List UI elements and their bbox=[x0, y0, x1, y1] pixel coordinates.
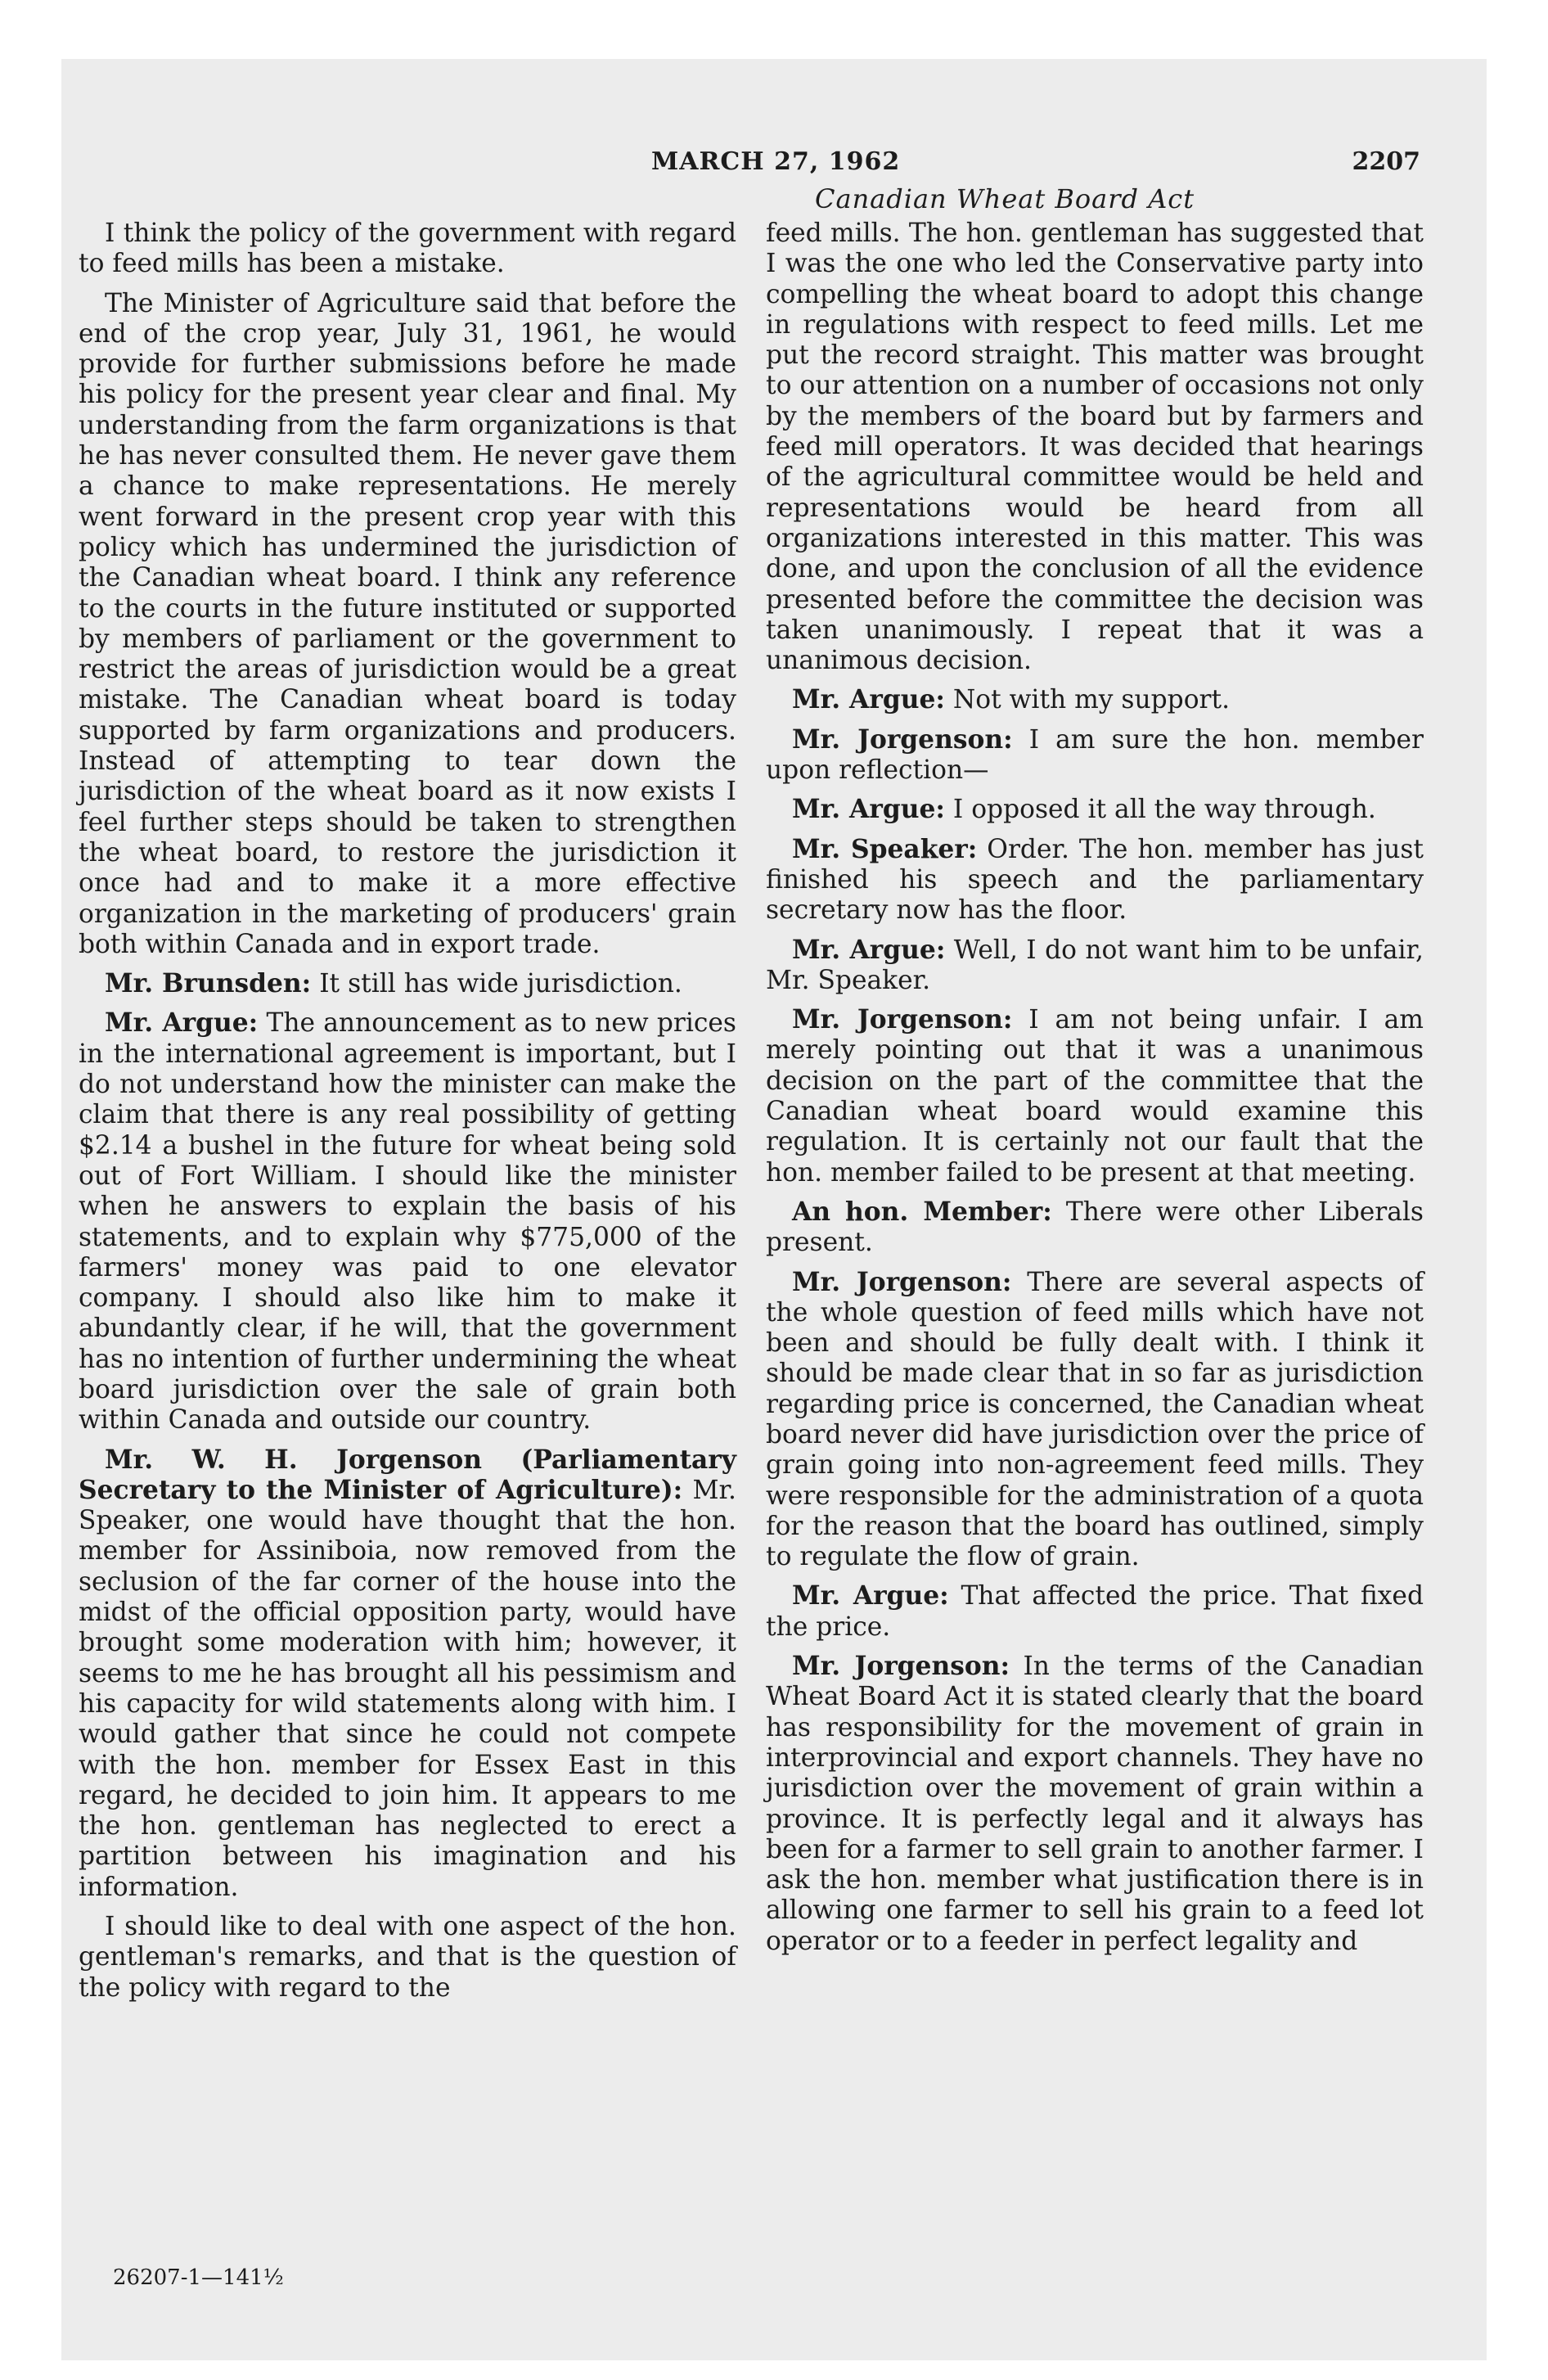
speech-text: The announcement as to new prices in the international agreement is important, but I do not understand how the minister can make the claim that there is any real possibility of getting $2.14 a bushel in the future for wheat being sold out of Fort William. I should like the minister when he answers to explain the basis of his statements, and to explain why $775,000 of the farmers' money was paid to one elevator company. I should also like him to make it abundantly clear, if he will, that the government has no intention of further undermining the wheat board jurisdiction over the sale of grain both within Canada and outside our country. bbox=[79, 1008, 736, 1436]
running-title: Canadian Wheat Board Act bbox=[815, 183, 1195, 214]
speech-text: Order. The hon. member has just finished his speech and the parliamentary secretary now has the floor. bbox=[766, 834, 1424, 926]
speech-argue bbox=[766, 1581, 1424, 1643]
speech-jorgenson bbox=[766, 725, 1424, 787]
print-code: 26207-1—141½ bbox=[113, 2265, 284, 2290]
speaker-name: Mr. Jorgenson: bbox=[792, 724, 1013, 755]
speaker-name: Mr. Argue: bbox=[792, 685, 945, 715]
speech-text: I am not being unfair. I am merely pointing out that it was a unanimous decision on the part of the committee that the Canadian wheat board would examine this regulation. It is certainly not our fault that the hon. member failed to be present at that meeting. bbox=[766, 1005, 1424, 1188]
paragraph: feed mills. The hon. gentleman has suggested that I was the one who led the Conservative party into compelling the wheat board to adopt this change in regulations with respect to feed mills. Let me put the record straight. This matter was brought to our attention on a number of occasions not only by the members of the board but by farmers and feed mill operators. It was decided that hearings of the agricultural committee would be held and representations would be heard from all organizations interested in this matter. This was done, and upon the conclusion of all the evidence presented before the committee the decision was taken unanimously. I repeat that it was a unanimous decision. bbox=[766, 219, 1424, 676]
paragraph: I think the policy of the government with regard to feed mills has been a mistake. bbox=[79, 219, 736, 279]
speech-argue bbox=[766, 935, 1424, 997]
speech-jorgenson bbox=[766, 1005, 1424, 1188]
speaker-name: Mr. Argue: bbox=[792, 1581, 949, 1611]
speaker-name: Mr. Speaker: bbox=[792, 834, 978, 864]
speech-member bbox=[766, 1197, 1424, 1259]
speech-text: I am sure the hon. member upon reflection— bbox=[766, 724, 1424, 786]
speaker-name: Mr. Brunsden: bbox=[105, 969, 312, 999]
speech-text: It still has wide jurisdiction. bbox=[319, 969, 682, 999]
speech-text: Mr. Speaker, one would have thought that the hon. member for Assiniboia, now removed from the seclusion of the far corner of the house into the midst of the official opposition party, would have brought some moderation with him; however, it seems to me he has brought all his pessimism and his capacity for wild statements along with him. I would gather that since he could not compete with the hon. member for Essex East in this regard, he decided to join him. It appears to me the hon. gentleman has neglected to erect a partition between his imagination and his information. bbox=[79, 1475, 736, 1902]
left-column bbox=[79, 219, 736, 2013]
speaker-name: An hon. Member: bbox=[792, 1197, 1052, 1227]
speaker-name: Mr. Jorgenson: bbox=[792, 1005, 1013, 1035]
speaker-name: Mr. Argue: bbox=[792, 795, 945, 825]
speech-text: I opposed it all the way through. bbox=[952, 795, 1376, 825]
speech-jorgenson bbox=[766, 1268, 1424, 1573]
speaker-name: Mr. Argue: bbox=[105, 1008, 259, 1039]
speech-text: Not with my support. bbox=[952, 685, 1231, 715]
speech-text: In the terms of the Canadian Wheat Board Act it is stated clearly that the board has responsibility for the movement of grain in interprovincial and export channels. They have no jurisdiction over the movement of grain within a province. It is perfectly legal and it always has been for a farmer to sell grain to another farmer. I ask the hon. member what justification there is in allowing one farmer to sell his grain to a feed lot operator or to a feeder in perfect legality and bbox=[766, 1652, 1424, 1956]
speech-text: There are several aspects of the whole question of feed mills which have not been and should be fully dealt with. I think it should be made clear that in so far as jurisdiction regarding price is concerned, the Canadian wheat board never did have jurisdiction over the price of grain going into non-agreement feed mills. They were responsible for the administration of a quota for the reason that the board has outlined, simply to regulate the flow of grain. bbox=[766, 1267, 1424, 1572]
speaker-name: Mr. Argue: bbox=[792, 935, 946, 965]
speech-argue bbox=[79, 1008, 736, 1436]
speaker-name: Mr. W. H. Jorgenson (Parliamentary Secretary to the Minister of Agriculture): bbox=[79, 1445, 736, 1505]
speech-jorgenson bbox=[79, 1445, 736, 1903]
speech-text: There were other Liberals present. bbox=[766, 1197, 1424, 1258]
right-column bbox=[766, 219, 1424, 1966]
speaker-name: Mr. Jorgenson: bbox=[792, 1267, 1012, 1297]
page-number: 2207 bbox=[1352, 147, 1420, 176]
speech-argue bbox=[766, 685, 1424, 715]
speech-text: Well, I do not want him to be unfair, Mr. Speaker. bbox=[766, 935, 1424, 995]
hansard-page bbox=[79, 147, 1424, 2341]
paragraph: I should like to deal with one aspect of the hon. gentleman's remarks, and that is the question of the policy with regard to the bbox=[79, 1912, 736, 2003]
speech-brunsden bbox=[79, 969, 736, 999]
page-date: MARCH 27, 1962 bbox=[651, 147, 901, 176]
speech-argue bbox=[766, 795, 1424, 825]
paragraph: The Minister of Agriculture said that before the end of the crop year, July 31, 1961, he would provide for further submissions before he made his policy for the present year clear and final. My understanding from the farm organizations is that he has never consulted them. He never gave them a chance to make representations. He merely went forward in the present crop year with this policy which has undermined the jurisdiction of the Canadian wheat board. I think any reference to the courts in the future instituted or supported by members of parliament or the government to restrict the areas of jurisdiction would be a great mistake. The Canadian wheat board is today supported by farm organizations and producers. Instead of attempting to tear down the jurisdiction of the wheat board as it now exists I feel further steps should be taken to strengthen the wheat board, to restore the jurisdiction it once had and to make it a more effective organization in the marketing of producers' grain both within Canada and in export trade. bbox=[79, 288, 736, 959]
speech-text: That affected the price. That fixed the price. bbox=[766, 1581, 1424, 1642]
speaker-name: Mr. Jorgenson: bbox=[792, 1652, 1010, 1682]
speech-speaker bbox=[766, 835, 1424, 926]
speech-jorgenson bbox=[766, 1652, 1424, 1957]
